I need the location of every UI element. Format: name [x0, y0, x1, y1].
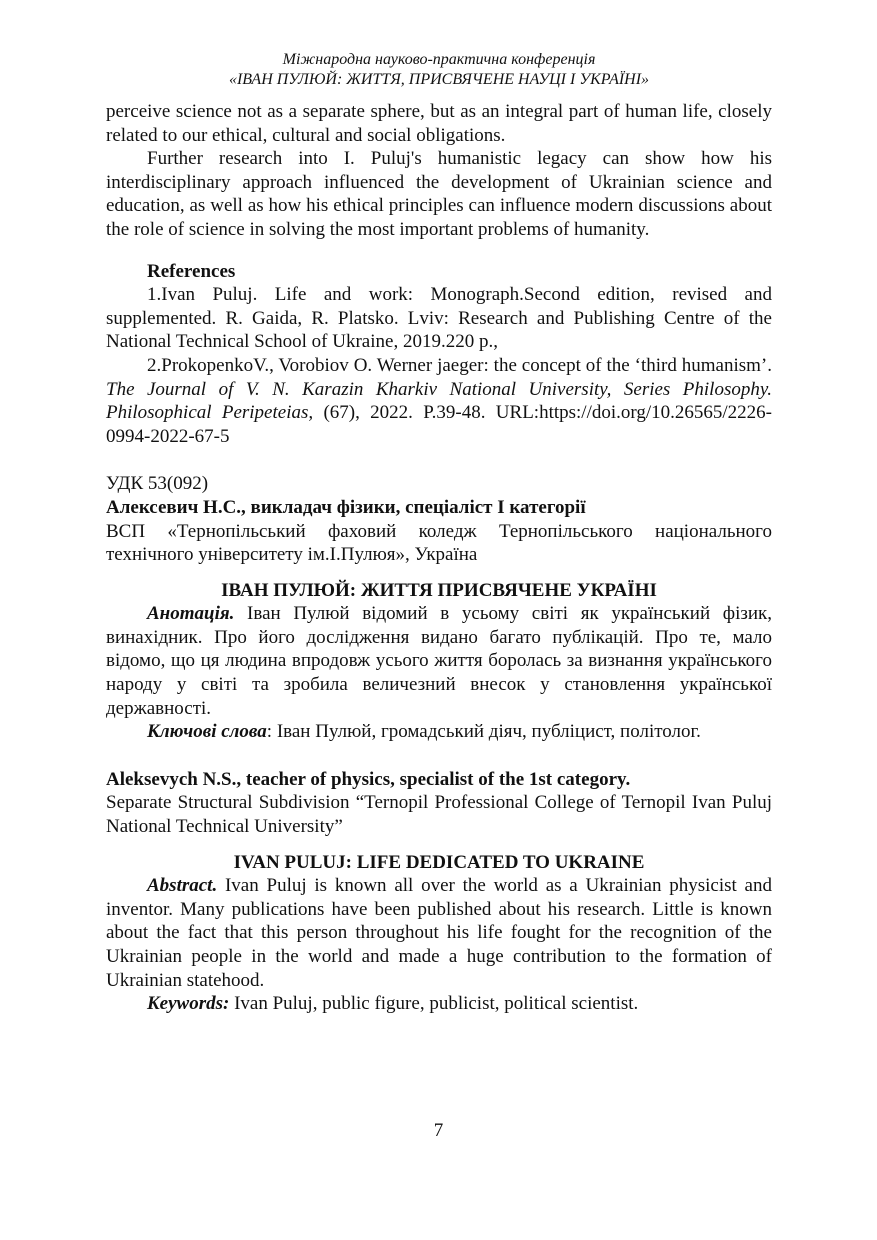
keywords-text-ukr: : Іван Пулюй, громадський діяч, публіцист, політолог.	[266, 721, 701, 743]
abstract-label-ukr: Анотація.	[147, 603, 235, 625]
body-paragraph: Further research into I. Puluj's humanistic legacy can show how his interdisciplinary approach influenced the development of Ukrainian science and education, as well as how his ethical principles can influence modern discussions about the role of science in solving the most important problems of humanity.	[106, 148, 772, 240]
abstract-label-eng: Abstract.	[147, 875, 218, 897]
reference-journal: The Journal of V. N. Karazin Kharkiv National University, Series Philosophy. Philosophical Peripeteias,	[106, 378, 772, 424]
abstract-ukr	[106, 602, 772, 720]
keywords-label-eng: Keywords:	[147, 993, 230, 1015]
header-title: «ІВАН ПУЛЮЙ: ЖИТТЯ, ПРИСВЯЧЕНЕ НАУЦІ І УКРАЇНІ»	[228, 71, 650, 88]
article-title-ukr: ІВАН ПУЛЮЙ: ЖИТТЯ ПРИСВЯЧЕНЕ УКРАЇНІ	[221, 579, 657, 601]
keywords-label-ukr: Ключові слова	[147, 721, 267, 743]
reference-url: URL:https://doi.org/10.26565/2226-0994-2022-67-5	[106, 402, 773, 447]
keywords-ukr	[106, 720, 772, 744]
references-heading: References	[147, 260, 236, 282]
author-eng: Aleksevych N.S., teacher of physics, specialist of the 1st category.	[106, 768, 631, 790]
udc-code: УДК 53(092)	[106, 473, 209, 495]
reference-item	[106, 354, 772, 448]
keywords-text-eng: Ivan Puluj, public figure, publicist, political scientist.	[229, 993, 639, 1015]
reference-authors: 2.ProkopenkoV., Vorobiov O. Werner jaeger: the concept of the ‘third humanism’.	[147, 354, 772, 376]
running-header	[106, 50, 772, 90]
article-title-eng: IVAN PULUJ: LIFE DEDICATED TO UKRAINE	[233, 851, 645, 873]
author-ukr: Алексевич Н.С., викладач фізики, спеціаліст І категорії	[106, 496, 586, 518]
reference-details: (67), 2022. P.39-48.	[313, 402, 486, 424]
page-number: 7	[433, 1120, 444, 1141]
abstract-text-ukr: Іван Пулюй відомий в усьому світі як український фізик, винахідник. Про його дослідження видано багато публікацій. Про те, мало відомо, що ця людина впродовж усього життя боролась за визнання українського народу у світі та зробила величезний внесок у становлення української державності.	[106, 603, 772, 719]
affiliation-ukr: ВСП «Тернопільський фаховий коледж Тернопільського національного технічного університету ім.І.Пулюя», Україна	[106, 520, 772, 566]
abstract-eng	[106, 874, 772, 992]
abstract-text-eng: Ivan Puluj is known all over the world as a Ukrainian physicist and inventor. Many publications have been published about his research. Little is known about the fact that this person throughout his life fought for the recognition of the Ukrainian people in the world and made a huge contribution to the formation of Ukrainian statehood.	[106, 875, 772, 991]
page-content	[106, 50, 772, 1016]
header-conference: Міжнародна науково-практична конференція	[282, 51, 596, 68]
keywords-eng	[106, 992, 772, 1016]
affiliation-eng: Separate Structural Subdivision “Ternopil Professional College of Ternopil Ivan Puluj National Technical University”	[106, 792, 772, 838]
body-paragraph: perceive science not as a separate sphere, but as an integral part of human life, closely related to our ethical, cultural and social obligations.	[106, 101, 772, 146]
reference-item: 1.Ivan Puluj. Life and work: Monograph.Second edition, revised and supplemented. R. Gaida, R. Platsko. Lviv: Research and Publishing Centre of the National Technical School of Ukraine, 2019.220 p.,	[106, 284, 772, 353]
